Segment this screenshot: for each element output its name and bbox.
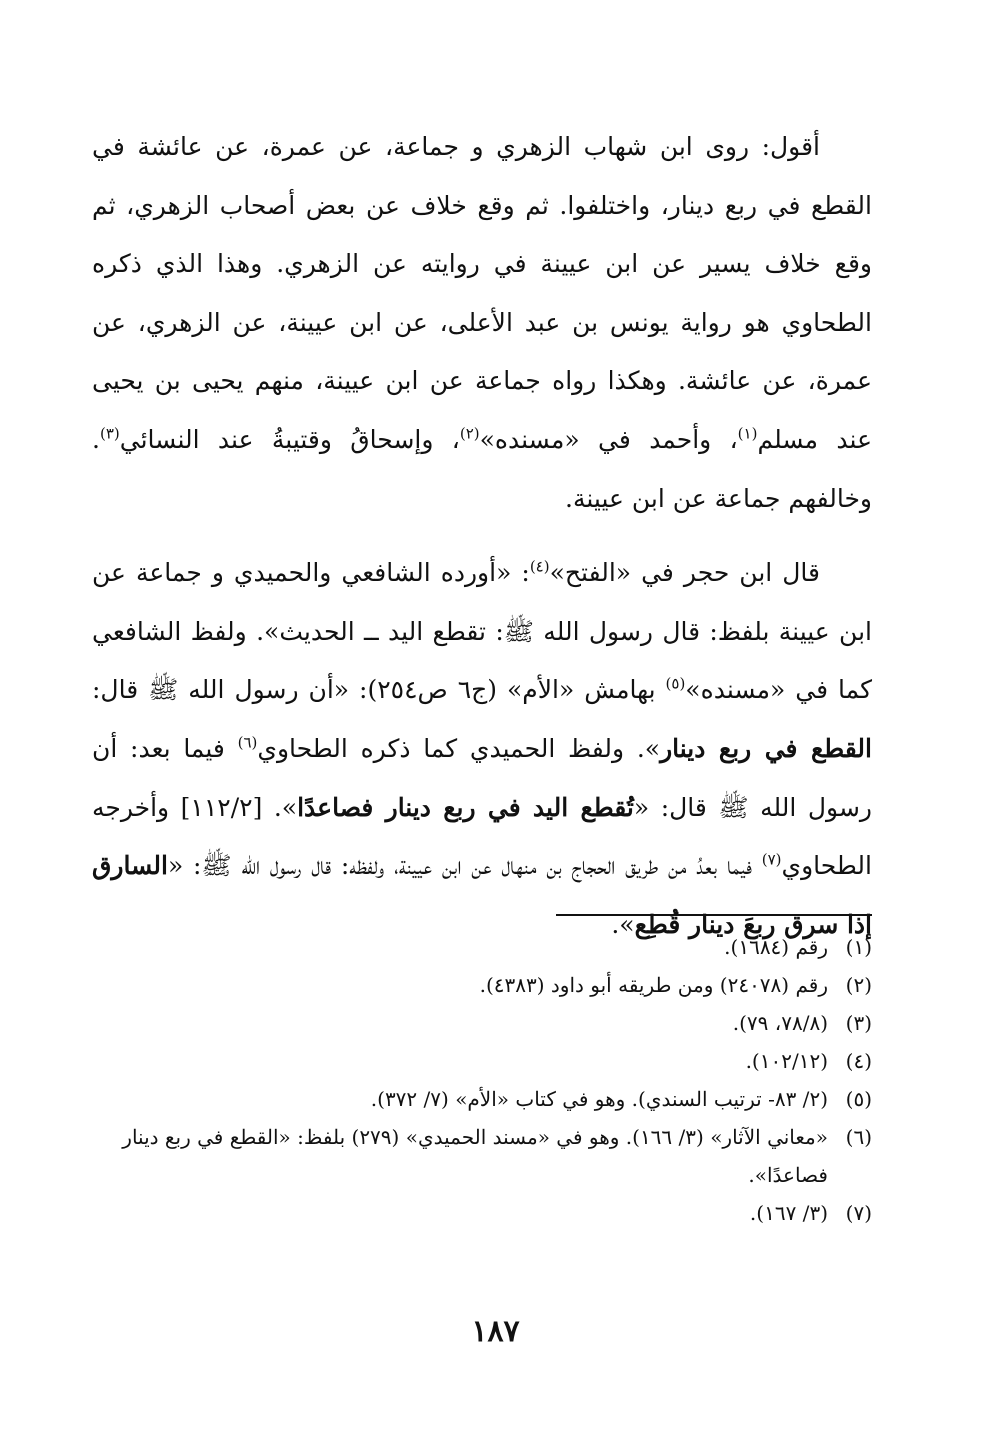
hadith-quote: تُقطع اليد في ربع دينار فصاعدًا (297, 792, 634, 822)
footnote-ref-1[interactable]: (١) (737, 424, 758, 443)
footnote-number: (٣) (845, 1011, 872, 1035)
footnote-item (80, 1080, 872, 1118)
footnote-ref-2[interactable]: (٢) (459, 424, 480, 443)
footnote-text: (٢/ ٨٣- ترتيب السندي). وهو في كتاب «الأم» (٧/ ٣٧٢). (370, 1087, 828, 1111)
main-text (92, 118, 872, 954)
footnote-item (80, 928, 872, 966)
text-run: أقول: روى ابن شهاب الزهري و جماعة، عن عمرة، عن عائشة في القطع في ربع دينار، واختلفوا. ثم وقع خلاف عن بعض أصحاب الزهري، ثم وقع خلاف يسير عن ابن عيينة في روايته عن الزهري. وهذا الذي ذكره الطحاوي هو رواية يونس بن عبد الأعلى، عن ابن عيينة، عن الزهري، عن عمرة، عن عائشة. وهكذا رواه جماعة عن ابن عيينة، منهم يحيى بن يحيى عند مسلم (92, 132, 873, 454)
text-run: بهامش «الأم» (ج٦ ص٢٥٤): «أن رسول الله ﷺ قال: (92, 675, 666, 705)
text-run: قال ابن حجر في «الفتح» (549, 558, 820, 588)
footnote-ref-6[interactable]: (٦) (237, 733, 258, 752)
footnote-ref-3[interactable]: (٣) (99, 424, 120, 443)
footnote-text: رقم (٢٤٠٧٨) ومن طريقه أبو داود (٤٣٨٣). (479, 973, 828, 997)
footnote-text: «معاني الآثار» (٣/ ١٦٦). وهو في «مسند الحميدي» (٢٧٩) بلفظ: «القطع في ربع دينار فصاعدًا». (122, 1125, 828, 1187)
footnote-number: (٦) (845, 1125, 872, 1149)
text-run: ، وإسحاقُ وقتيبةُ عند النسائي (119, 424, 460, 454)
text-run: ». (611, 909, 635, 939)
text-run: فيما بعد: أن رسول الله ﷺ قال: « (92, 733, 872, 822)
footnote-item (80, 1118, 872, 1194)
footnote-text: رقم (١٦٨٤). (724, 935, 828, 959)
footnote-number: (٧) (845, 1201, 872, 1225)
footnote-item (80, 1042, 872, 1080)
footnote-item (80, 1004, 872, 1042)
footnote-number: (٢) (845, 973, 872, 997)
page-number: ١٨٧ (471, 1314, 520, 1349)
footnote-text: (١٠٢/١٢). (745, 1049, 828, 1073)
text-run: ». [١١٢/٢] وأخرجه الطحاوي (92, 792, 872, 881)
footnote-separator (556, 914, 872, 916)
footnotes-list (80, 928, 872, 1232)
footnote-number: (١) (845, 935, 872, 959)
footnote-ref-7[interactable]: (٧) (761, 850, 782, 869)
text-run: ». ولفظ الحميدي كما ذكره الطحاوي (257, 733, 661, 763)
paragraph-2 (92, 544, 872, 954)
text-run: : «أورده الشافعي والحميدي و جماعة عن ابن عيينة بلفظ: قال رسول الله ﷺ: تقطع اليد ــ الحديث». ولفظ الشافعي كما في «مسنده» (92, 558, 873, 705)
footnote-text: (٣/ ١٦٧). (749, 1201, 828, 1225)
text-run: . وخالفهم جماعة عن ابن عيينة. (92, 424, 872, 513)
footnote-number: (٤) (845, 1049, 872, 1073)
footnote-ref-4[interactable]: (٤) (529, 557, 550, 576)
hadith-quote: السارق إذا سرق ربعَ دينار قُطِع (92, 851, 872, 939)
paragraph-1 (92, 118, 872, 528)
footnote-item (80, 1194, 872, 1232)
text-run: ، وأحمد في «مسنده» (479, 424, 738, 454)
footnote-item (80, 966, 872, 1004)
hadith-quote: القطع في ربع دينار (660, 733, 872, 763)
text-run: فيما بعدُ من طريق الحجاج بن منهال عن ابن عيينة، ولفظه: قال رسول الله ﷺ: « (167, 851, 762, 881)
footnote-ref-5[interactable]: (٥) (665, 675, 686, 694)
footnote-number: (٥) (845, 1087, 872, 1111)
footnote-text: (٧٨/٨، ٧٩). (732, 1011, 828, 1035)
